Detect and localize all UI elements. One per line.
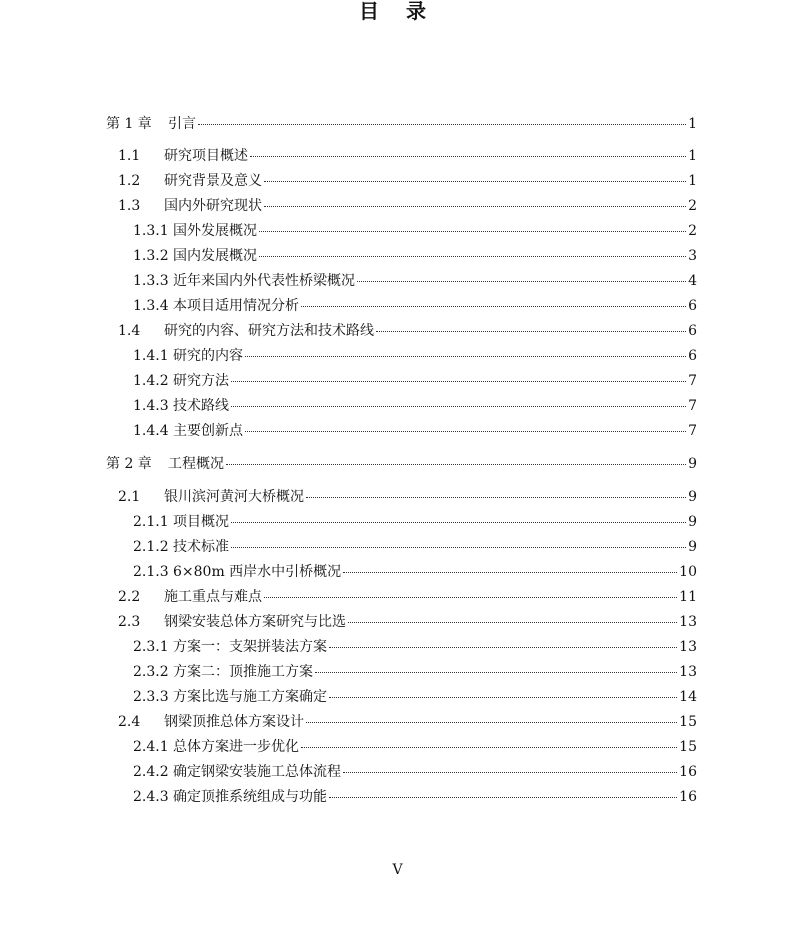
- toc-entry[interactable]: [106, 455, 697, 473]
- toc-entry-number: 1.2: [118, 173, 141, 189]
- dot-leader: [357, 280, 686, 282]
- dot-leader: [301, 305, 686, 307]
- toc-entry-page: 9: [688, 514, 697, 530]
- toc-entry-title: 方案二：顶推施工方案: [173, 664, 313, 680]
- dot-leader: [198, 123, 686, 125]
- toc-entry-number: 2.2: [118, 589, 141, 605]
- toc-entry-number: 2.3.2: [133, 664, 169, 680]
- toc-entry[interactable]: [133, 538, 697, 556]
- toc-entry-number: 2.4.1: [133, 739, 169, 755]
- toc-entry[interactable]: [118, 613, 697, 631]
- toc-entry-page: 13: [679, 614, 697, 630]
- toc-entry[interactable]: [118, 488, 697, 506]
- toc-entry-number: 1.3.1: [133, 223, 169, 239]
- toc-entry-page: 11: [679, 589, 697, 605]
- toc-entry[interactable]: [106, 115, 697, 133]
- toc-entry-number: 2.4.3: [133, 789, 169, 805]
- toc-entry-title: 6×80m 西岸水中引桥概况: [173, 564, 342, 580]
- toc-entry-title: 总体方案进一步优化: [173, 739, 299, 755]
- toc-entry[interactable]: [118, 147, 697, 165]
- toc-entry-page: 16: [679, 764, 697, 780]
- toc-entry-number: 1.3: [118, 198, 141, 214]
- toc-entry-number: 1.4.4: [133, 423, 169, 439]
- toc-entry-title: 研究项目概述: [164, 148, 248, 164]
- dot-leader: [376, 330, 686, 332]
- toc-entry-number: 1.3.2: [133, 248, 169, 264]
- toc-entry-page: 13: [679, 664, 697, 680]
- toc-entry[interactable]: [133, 738, 697, 756]
- toc-entry[interactable]: [133, 272, 697, 290]
- dot-leader: [329, 646, 677, 648]
- toc-entry-title: 项目概况: [173, 514, 229, 530]
- dot-leader: [231, 546, 686, 548]
- toc-entry[interactable]: [133, 372, 697, 390]
- toc-entry-number: 2.4.2: [133, 764, 169, 780]
- toc-entry-page: 14: [679, 689, 697, 705]
- toc-entry-page: 2: [688, 198, 697, 214]
- dot-leader: [245, 430, 686, 432]
- toc-entry[interactable]: [133, 513, 697, 531]
- toc-entry-page: 7: [688, 398, 697, 414]
- toc-entry-page: 1: [688, 148, 697, 164]
- toc-entry[interactable]: [133, 297, 697, 315]
- toc-entry-title: 研究的内容: [173, 348, 243, 364]
- toc-entry-title: 引言: [168, 116, 196, 132]
- toc-entry-title: 确定顶推系统组成与功能: [173, 789, 327, 805]
- toc-entry[interactable]: [133, 563, 697, 581]
- dot-leader: [226, 463, 686, 465]
- dot-leader: [259, 255, 686, 257]
- toc-entry-page: 6: [688, 348, 697, 364]
- toc-entry[interactable]: [118, 322, 697, 340]
- dot-leader: [231, 380, 686, 382]
- toc-entry-title: 银川滨河黄河大桥概况: [164, 489, 304, 505]
- toc-entry[interactable]: [133, 638, 697, 656]
- toc-entry-title: 主要创新点: [173, 423, 243, 439]
- toc-entry-title: 国内发展概况: [173, 248, 257, 264]
- toc-entry-title: 方案一：支架拼装法方案: [173, 639, 327, 655]
- toc-entry-page: 9: [688, 539, 697, 555]
- toc-entry-page: 3: [688, 248, 697, 264]
- toc-entry-page: 6: [688, 298, 697, 314]
- toc-entry-title: 本项目适用情况分析: [173, 298, 299, 314]
- toc-entry-number: 1.4.3: [133, 398, 169, 414]
- toc-entry-number: 2.1.1: [133, 514, 169, 530]
- toc-entry-page: 15: [679, 714, 697, 730]
- toc-entry-number: 第 2 章: [106, 456, 152, 472]
- toc-entry-page: 6: [688, 323, 697, 339]
- dot-leader: [301, 746, 677, 748]
- toc-entry-page: 9: [688, 489, 697, 505]
- toc-entry-page: 1: [688, 173, 697, 189]
- toc-entry-page: 15: [679, 739, 697, 755]
- toc-entry-title: 钢梁安装总体方案研究与比选: [164, 614, 346, 630]
- dot-leader: [264, 180, 686, 182]
- toc-entry-title: 技术路线: [173, 398, 229, 414]
- dot-leader: [315, 671, 677, 673]
- toc-entry-title: 研究方法: [173, 373, 229, 389]
- dot-leader: [348, 621, 677, 623]
- toc-entry-title: 国外发展概况: [173, 223, 257, 239]
- dot-leader: [343, 771, 677, 773]
- dot-leader: [306, 496, 686, 498]
- dot-leader: [259, 230, 686, 232]
- dot-leader: [250, 155, 686, 157]
- toc-entry[interactable]: [118, 197, 697, 215]
- toc-entry[interactable]: [133, 788, 697, 806]
- toc-entry-title: 研究的内容、研究方法和技术路线: [164, 323, 374, 339]
- toc-entry-title: 方案比选与施工方案确定: [173, 689, 327, 705]
- page-number: V: [392, 862, 403, 878]
- toc-entry-number: 1.3.3: [133, 273, 169, 289]
- toc-entry[interactable]: [133, 247, 697, 265]
- toc-entry-number: 2.3.1: [133, 639, 169, 655]
- dot-leader: [306, 721, 677, 723]
- toc-entry-page: 16: [679, 789, 697, 805]
- toc-entry-number: 2.4: [118, 714, 141, 730]
- toc-entry-title: 钢梁顶推总体方案设计: [164, 714, 304, 730]
- toc-entry-title: 近年来国内外代表性桥梁概况: [173, 273, 355, 289]
- toc-entry-number: 1.1: [118, 148, 141, 164]
- toc-entry[interactable]: [118, 588, 697, 606]
- toc-entry[interactable]: [133, 663, 697, 681]
- dot-leader: [329, 796, 677, 798]
- toc-entry-number: 1.4.2: [133, 373, 169, 389]
- toc-entry-page: 10: [679, 564, 697, 580]
- toc-entry-page: 13: [679, 639, 697, 655]
- page-title: 目 录: [359, 0, 436, 23]
- toc-entry-number: 1.4: [118, 323, 141, 339]
- toc-entry-title: 国内外研究现状: [164, 198, 262, 214]
- toc-entry[interactable]: [118, 713, 697, 731]
- toc-entry[interactable]: [133, 422, 697, 440]
- toc-entry[interactable]: [133, 763, 697, 781]
- toc-entry[interactable]: [133, 397, 697, 415]
- toc-entry-page: 4: [688, 273, 697, 289]
- toc-entry-page: 1: [688, 116, 697, 132]
- dot-leader: [264, 596, 677, 598]
- toc-entry[interactable]: [133, 222, 697, 240]
- toc-entry-title: 工程概况: [168, 456, 224, 472]
- dot-leader: [231, 521, 686, 523]
- toc-entry-page: 7: [688, 373, 697, 389]
- toc-entry-number: 1.4.1: [133, 348, 169, 364]
- toc-entry[interactable]: [133, 347, 697, 365]
- dot-leader: [343, 571, 677, 573]
- dot-leader: [231, 405, 686, 407]
- toc-entry-page: 2: [688, 223, 697, 239]
- toc-entry-number: 2.1.2: [133, 539, 169, 555]
- toc-entry-page: 7: [688, 423, 697, 439]
- toc-entry-title: 研究背景及意义: [164, 173, 262, 189]
- toc-entry-number: 2.3.3: [133, 689, 169, 705]
- toc-entry-title: 技术标准: [173, 539, 229, 555]
- toc-entry-number: 第 1 章: [106, 116, 152, 132]
- toc-entry-page: 9: [688, 456, 697, 472]
- toc-entry-title: 施工重点与难点: [164, 589, 262, 605]
- toc-entry-number: 1.3.4: [133, 298, 169, 314]
- toc-entry-number: 2.1.3: [133, 564, 169, 580]
- toc-entry-number: 2.3: [118, 614, 141, 630]
- dot-leader: [245, 355, 686, 357]
- toc-entry[interactable]: [118, 172, 697, 190]
- toc-entry[interactable]: [133, 688, 697, 706]
- toc-entry-title: 确定钢梁安装施工总体流程: [173, 764, 341, 780]
- toc-entry-number: 2.1: [118, 489, 141, 505]
- dot-leader: [264, 205, 686, 207]
- dot-leader: [329, 696, 677, 698]
